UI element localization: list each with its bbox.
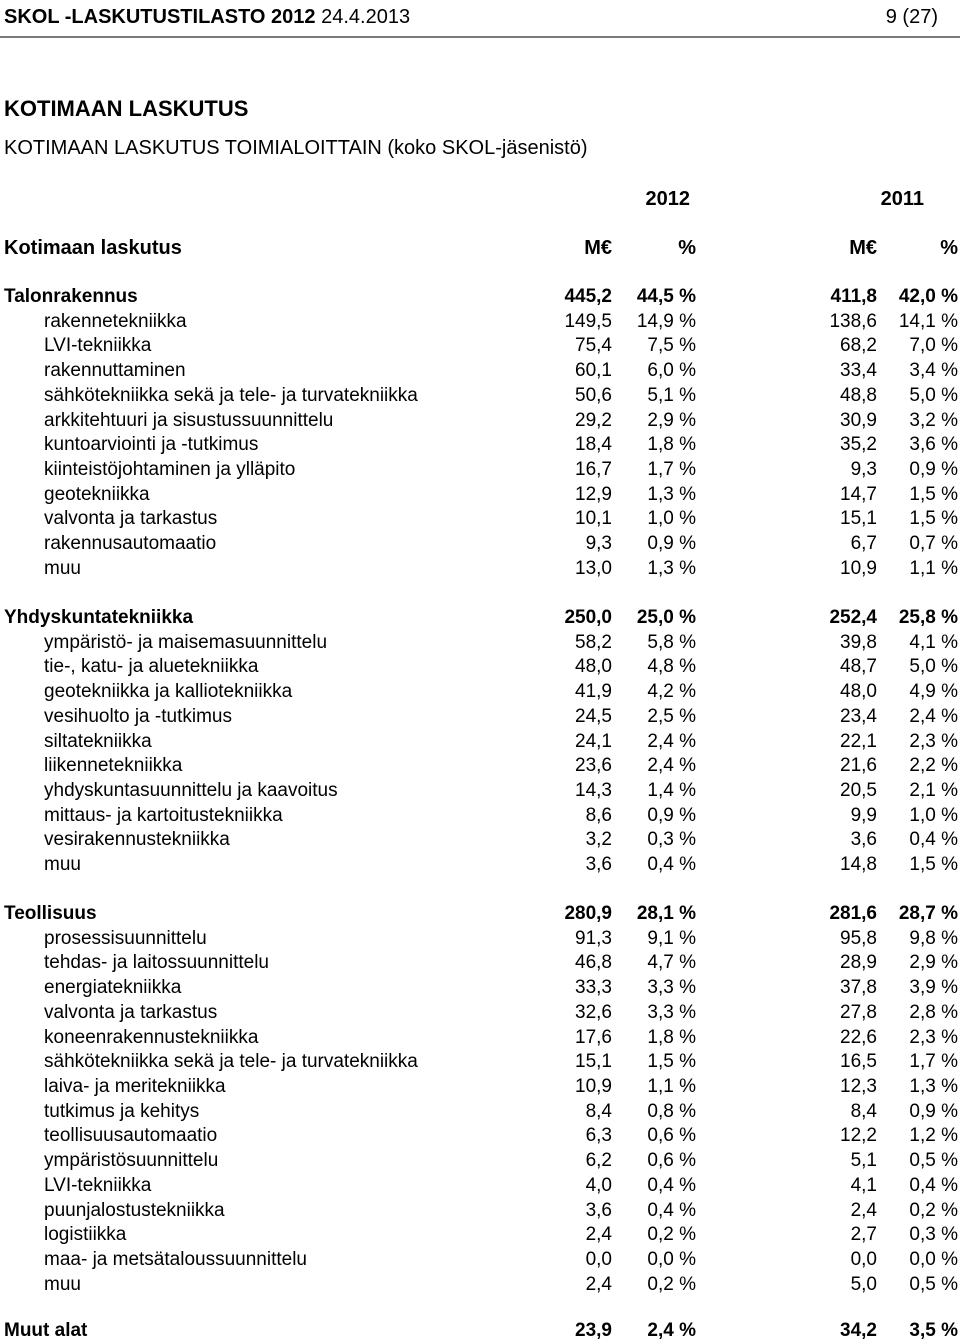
value-meur-2011: 12,2 bbox=[840, 1125, 877, 1147]
item-label: sähkötekniikka sekä ja tele- ja turvatekniikka bbox=[44, 384, 418, 406]
value-meur-2012: 18,4 bbox=[575, 434, 612, 456]
value-meur-2011: 281,6 bbox=[829, 903, 877, 924]
value-pct-2012: 3,3 % bbox=[647, 1001, 696, 1023]
value-pct-2012: 0,9 % bbox=[647, 533, 696, 555]
table-row bbox=[0, 803, 960, 828]
value-pct-2012: 1,1 % bbox=[647, 1076, 696, 1098]
value-pct-2012: 0,0 % bbox=[647, 1249, 696, 1271]
value-meur-2011: 68,2 bbox=[840, 335, 877, 357]
value-pct-2012: 0,8 % bbox=[647, 1100, 696, 1122]
value-pct-2012: 0,9 % bbox=[647, 804, 696, 826]
value-meur-2011: 2,7 bbox=[850, 1224, 877, 1246]
table-row bbox=[0, 1148, 960, 1173]
value-meur-2011: 12,3 bbox=[840, 1076, 877, 1098]
value-pct-2012: 1,7 % bbox=[647, 459, 696, 481]
value-meur-2011: 9,9 bbox=[850, 804, 877, 826]
value-meur-2012: 16,7 bbox=[575, 459, 612, 481]
table-row bbox=[0, 1272, 960, 1297]
value-pct-2012: 0,2 % bbox=[647, 1273, 696, 1295]
value-pct-2011: 5,0 % bbox=[909, 384, 958, 406]
item-label: teollisuusautomaatio bbox=[44, 1125, 218, 1147]
item-label: puunjalostustekniikka bbox=[44, 1199, 225, 1221]
item-label: maa- ja metsätaloussuunnittelu bbox=[44, 1249, 307, 1271]
table-row bbox=[0, 704, 960, 729]
item-label: LVI-tekniikka bbox=[44, 335, 152, 357]
value-pct-2011: 0,7 % bbox=[909, 533, 958, 555]
value-pct-2011: 1,5 % bbox=[909, 483, 958, 505]
item-label: kuntoarviointi ja -tutkimus bbox=[44, 434, 259, 456]
document-date: 24.4.2013 bbox=[321, 6, 411, 28]
value-meur-2011: 6,7 bbox=[850, 533, 877, 555]
value-pct-2012: 9,1 % bbox=[647, 927, 696, 949]
value-pct-2011: 0,4 % bbox=[909, 829, 958, 851]
value-pct-2011: 0,9 % bbox=[909, 1100, 958, 1122]
value-pct-2012: 1,8 % bbox=[647, 1026, 696, 1048]
value-meur-2012: 15,1 bbox=[575, 1051, 612, 1073]
value-meur-2011: 16,5 bbox=[840, 1051, 877, 1073]
item-label: tie-, katu- ja aluetekniikka bbox=[44, 656, 259, 678]
table-row bbox=[0, 852, 960, 877]
value-pct-2012: 0,4 % bbox=[647, 854, 696, 876]
table-row bbox=[0, 506, 960, 531]
value-meur-2012: 48,0 bbox=[575, 656, 612, 678]
section-total-row bbox=[0, 1318, 960, 1343]
value-pct-2012: 5,8 % bbox=[647, 631, 696, 653]
value-pct-2012: 0,3 % bbox=[647, 829, 696, 851]
value-pct-2011: 0,5 % bbox=[909, 1273, 958, 1295]
table-row bbox=[0, 729, 960, 754]
table-row bbox=[0, 753, 960, 778]
item-label: LVI-tekniikka bbox=[44, 1174, 152, 1196]
value-meur-2012: 24,1 bbox=[575, 730, 612, 752]
table-row bbox=[0, 358, 960, 383]
table-row bbox=[0, 827, 960, 852]
table-row bbox=[0, 482, 960, 507]
value-pct-2012: 25,0 % bbox=[636, 607, 696, 628]
table-row bbox=[0, 1198, 960, 1223]
table-row bbox=[0, 926, 960, 951]
value-meur-2011: 14,8 bbox=[840, 854, 877, 876]
item-label: arkkitehtuuri ja sisustussuunnittelu bbox=[44, 409, 334, 431]
value-pct-2012: 44,5 % bbox=[636, 286, 696, 307]
value-meur-2011: 27,8 bbox=[840, 1001, 877, 1023]
value-meur-2012: 12,9 bbox=[575, 483, 612, 505]
value-pct-2011: 1,1 % bbox=[909, 557, 958, 579]
value-meur-2012: 8,6 bbox=[585, 804, 612, 826]
value-meur-2011: 28,9 bbox=[840, 952, 877, 974]
value-pct-2011: 0,9 % bbox=[909, 459, 958, 481]
table-row bbox=[0, 309, 960, 334]
item-label: tehdas- ja laitossuunnittelu bbox=[44, 952, 269, 974]
table-row bbox=[0, 630, 960, 655]
value-meur-2011: 22,6 bbox=[840, 1026, 877, 1048]
value-pct-2012: 3,3 % bbox=[647, 977, 696, 999]
value-pct-2012: 2,5 % bbox=[647, 705, 696, 727]
value-pct-2012: 1,0 % bbox=[647, 508, 696, 530]
value-meur-2011: 39,8 bbox=[840, 631, 877, 653]
section-label: Yhdyskuntatekniikka bbox=[4, 607, 194, 628]
table-row bbox=[0, 1025, 960, 1050]
value-pct-2011: 2,4 % bbox=[909, 705, 958, 727]
column-header-pct-2012: % bbox=[678, 237, 696, 259]
value-meur-2011: 37,8 bbox=[840, 977, 877, 999]
value-meur-2012: 32,6 bbox=[575, 1001, 612, 1023]
value-meur-2012: 58,2 bbox=[575, 631, 612, 653]
value-pct-2011: 1,0 % bbox=[909, 804, 958, 826]
column-header-meur-2011: M€ bbox=[849, 237, 877, 259]
value-pct-2011: 9,8 % bbox=[909, 927, 958, 949]
value-meur-2011: 252,4 bbox=[829, 607, 877, 628]
table-row bbox=[0, 1099, 960, 1124]
value-pct-2011: 2,1 % bbox=[909, 780, 958, 802]
value-pct-2011: 3,4 % bbox=[909, 360, 958, 382]
table-row bbox=[0, 1222, 960, 1247]
value-pct-2011: 2,8 % bbox=[909, 1001, 958, 1023]
value-pct-2011: 3,2 % bbox=[909, 409, 958, 431]
value-pct-2011: 28,7 % bbox=[898, 903, 958, 924]
item-label: geotekniikka bbox=[44, 483, 150, 505]
value-meur-2012: 149,5 bbox=[564, 310, 612, 332]
value-meur-2012: 29,2 bbox=[575, 409, 612, 431]
value-pct-2012: 2,4 % bbox=[647, 1320, 696, 1341]
table-row bbox=[0, 383, 960, 408]
item-label: logistiikka bbox=[44, 1224, 127, 1246]
value-meur-2011: 34,2 bbox=[840, 1320, 877, 1341]
value-meur-2011: 4,1 bbox=[850, 1174, 877, 1196]
value-meur-2011: 33,4 bbox=[840, 360, 877, 382]
value-pct-2011: 3,6 % bbox=[909, 434, 958, 456]
table-row bbox=[0, 654, 960, 679]
value-meur-2011: 10,9 bbox=[840, 557, 877, 579]
value-meur-2011: 411,8 bbox=[830, 286, 877, 307]
value-meur-2012: 23,6 bbox=[575, 755, 612, 777]
item-label: geotekniikka ja kalliotekniikka bbox=[44, 681, 293, 703]
value-pct-2011: 14,1 % bbox=[898, 310, 958, 332]
value-meur-2011: 21,6 bbox=[840, 755, 877, 777]
item-label: muu bbox=[44, 1273, 81, 1295]
table-row bbox=[0, 1247, 960, 1272]
value-pct-2012: 6,0 % bbox=[647, 360, 696, 382]
value-pct-2012: 1,3 % bbox=[647, 557, 696, 579]
value-meur-2012: 46,8 bbox=[575, 952, 612, 974]
value-pct-2011: 2,2 % bbox=[909, 755, 958, 777]
value-pct-2011: 3,9 % bbox=[909, 977, 958, 999]
item-label: vesirakennustekniikka bbox=[44, 829, 230, 851]
column-header-pct-2011: % bbox=[940, 237, 958, 259]
value-meur-2012: 0,0 bbox=[585, 1249, 612, 1271]
item-label: mittaus- ja kartoitustekniikka bbox=[44, 804, 283, 826]
value-meur-2011: 5,1 bbox=[850, 1150, 877, 1172]
year-2012-heading: 2012 bbox=[645, 188, 690, 210]
value-pct-2012: 14,9 % bbox=[636, 310, 696, 332]
value-meur-2011: 9,3 bbox=[850, 459, 877, 481]
value-pct-2012: 1,5 % bbox=[647, 1051, 696, 1073]
table-row bbox=[0, 408, 960, 433]
item-label: koneenrakennustekniikka bbox=[44, 1026, 259, 1048]
column-header-meur-2012: M€ bbox=[584, 237, 612, 259]
table-row bbox=[0, 1173, 960, 1198]
value-pct-2011: 0,2 % bbox=[909, 1199, 958, 1221]
value-pct-2012: 1,8 % bbox=[647, 434, 696, 456]
value-meur-2011: 48,7 bbox=[840, 656, 877, 678]
value-pct-2012: 4,8 % bbox=[647, 656, 696, 678]
value-pct-2012: 1,3 % bbox=[647, 483, 696, 505]
value-meur-2011: 138,6 bbox=[829, 310, 877, 332]
item-label: muu bbox=[44, 557, 81, 579]
value-pct-2012: 0,4 % bbox=[647, 1174, 696, 1196]
value-meur-2011: 22,1 bbox=[840, 730, 877, 752]
table-row bbox=[0, 457, 960, 482]
value-meur-2012: 4,0 bbox=[585, 1174, 612, 1196]
value-meur-2012: 10,9 bbox=[575, 1076, 612, 1098]
value-pct-2012: 0,6 % bbox=[647, 1150, 696, 1172]
value-meur-2011: 48,0 bbox=[840, 681, 877, 703]
item-label: ympäristösuunnittelu bbox=[44, 1150, 219, 1172]
value-meur-2012: 8,4 bbox=[585, 1100, 612, 1122]
item-label: prosessisuunnittelu bbox=[44, 927, 207, 949]
value-meur-2011: 0,0 bbox=[850, 1249, 877, 1271]
value-pct-2012: 0,6 % bbox=[647, 1125, 696, 1147]
value-meur-2012: 250,0 bbox=[564, 607, 612, 628]
value-meur-2012: 9,3 bbox=[585, 533, 612, 555]
item-label: vesihuolto ja -tutkimus bbox=[44, 705, 232, 727]
value-pct-2012: 2,4 % bbox=[647, 730, 696, 752]
value-pct-2011: 4,9 % bbox=[909, 681, 958, 703]
value-pct-2011: 1,3 % bbox=[909, 1076, 958, 1098]
item-label: tutkimus ja kehitys bbox=[44, 1100, 200, 1122]
item-label: ympäristö- ja maisemasuunnittelu bbox=[44, 631, 328, 653]
table-row bbox=[0, 1000, 960, 1025]
value-pct-2012: 4,7 % bbox=[647, 952, 696, 974]
value-meur-2012: 13,0 bbox=[575, 557, 612, 579]
item-label: rakennetekniikka bbox=[44, 310, 187, 332]
table-row bbox=[0, 1123, 960, 1148]
value-meur-2012: 50,6 bbox=[575, 384, 612, 406]
value-meur-2011: 15,1 bbox=[840, 508, 877, 530]
value-pct-2011: 2,3 % bbox=[909, 730, 958, 752]
section-label: Muut alat bbox=[4, 1320, 88, 1341]
value-meur-2012: 6,2 bbox=[585, 1150, 612, 1172]
value-meur-2011: 30,9 bbox=[840, 409, 877, 431]
value-pct-2011: 3,5 % bbox=[909, 1320, 958, 1341]
value-pct-2011: 5,0 % bbox=[909, 656, 958, 678]
value-meur-2012: 41,9 bbox=[575, 681, 612, 703]
value-pct-2012: 4,2 % bbox=[647, 681, 696, 703]
item-label: siltatekniikka bbox=[44, 730, 152, 752]
value-meur-2012: 75,4 bbox=[575, 335, 612, 357]
item-label: valvonta ja tarkastus bbox=[44, 508, 218, 530]
item-label: yhdyskuntasuunnittelu ja kaavoitus bbox=[44, 780, 338, 802]
value-meur-2011: 95,8 bbox=[840, 927, 877, 949]
value-meur-2012: 24,5 bbox=[575, 705, 612, 727]
value-pct-2011: 1,5 % bbox=[909, 854, 958, 876]
value-meur-2012: 33,3 bbox=[575, 977, 612, 999]
value-meur-2011: 23,4 bbox=[840, 705, 877, 727]
value-meur-2012: 2,4 bbox=[585, 1224, 612, 1246]
value-pct-2011: 0,4 % bbox=[909, 1174, 958, 1196]
year-2011-heading: 2011 bbox=[880, 188, 924, 210]
value-meur-2011: 5,0 bbox=[850, 1273, 877, 1295]
table-row bbox=[0, 778, 960, 803]
table-row bbox=[0, 950, 960, 975]
value-pct-2011: 2,3 % bbox=[909, 1026, 958, 1048]
value-pct-2012: 5,1 % bbox=[647, 384, 696, 406]
value-pct-2012: 0,4 % bbox=[647, 1199, 696, 1221]
value-pct-2011: 4,1 % bbox=[909, 631, 958, 653]
table-row bbox=[0, 1074, 960, 1099]
item-label: muu bbox=[44, 854, 81, 876]
value-meur-2011: 2,4 bbox=[850, 1199, 877, 1221]
item-label: rakennusautomaatio bbox=[44, 533, 217, 555]
value-meur-2012: 3,6 bbox=[585, 1199, 612, 1221]
value-pct-2012: 0,2 % bbox=[647, 1224, 696, 1246]
value-meur-2011: 48,8 bbox=[840, 384, 877, 406]
value-meur-2012: 10,1 bbox=[575, 508, 612, 530]
table-row bbox=[0, 531, 960, 556]
value-pct-2011: 1,2 % bbox=[909, 1125, 958, 1147]
value-pct-2012: 2,4 % bbox=[647, 755, 696, 777]
item-label: rakennuttaminen bbox=[44, 360, 186, 382]
document-title: SKOL -LASKUTUSTILASTO 2012 bbox=[4, 6, 316, 28]
value-meur-2012: 6,3 bbox=[585, 1125, 612, 1147]
value-meur-2012: 445,2 bbox=[564, 286, 612, 307]
table-row bbox=[0, 1049, 960, 1074]
page-number: 9 (27) bbox=[885, 6, 938, 28]
value-pct-2011: 42,0 % bbox=[898, 286, 958, 307]
value-pct-2011: 0,0 % bbox=[909, 1249, 958, 1271]
value-meur-2011: 14,7 bbox=[840, 483, 877, 505]
value-pct-2011: 0,5 % bbox=[909, 1150, 958, 1172]
value-meur-2012: 14,3 bbox=[575, 780, 612, 802]
value-meur-2012: 2,4 bbox=[585, 1273, 612, 1295]
value-meur-2011: 35,2 bbox=[840, 434, 877, 456]
section-label: Teollisuus bbox=[4, 903, 97, 924]
section-total-row bbox=[0, 901, 960, 926]
value-meur-2012: 17,6 bbox=[575, 1026, 612, 1048]
value-pct-2011: 1,7 % bbox=[909, 1051, 958, 1073]
item-label: liikennetekniikka bbox=[44, 755, 183, 777]
item-label: kiinteistöjohtaminen ja ylläpito bbox=[44, 459, 296, 481]
value-pct-2011: 1,5 % bbox=[909, 508, 958, 530]
section-total-row bbox=[0, 284, 960, 309]
table-row bbox=[0, 679, 960, 704]
value-pct-2012: 1,4 % bbox=[647, 780, 696, 802]
item-label: valvonta ja tarkastus bbox=[44, 1001, 218, 1023]
value-meur-2011: 20,5 bbox=[840, 780, 877, 802]
value-pct-2012: 2,9 % bbox=[647, 409, 696, 431]
value-meur-2012: 3,2 bbox=[585, 829, 612, 851]
table-row bbox=[0, 975, 960, 1000]
value-pct-2012: 28,1 % bbox=[636, 903, 696, 924]
column-header-label: Kotimaan laskutus bbox=[4, 237, 182, 259]
item-label: energiatekniikka bbox=[44, 977, 182, 999]
section-total-row bbox=[0, 605, 960, 630]
value-meur-2012: 23,9 bbox=[575, 1320, 612, 1341]
page-title: KOTIMAAN LASKUTUS bbox=[4, 96, 249, 121]
item-label: sähkötekniikka sekä ja tele- ja turvatekniikka bbox=[44, 1051, 418, 1073]
value-meur-2012: 3,6 bbox=[585, 854, 612, 876]
value-pct-2012: 7,5 % bbox=[647, 335, 696, 357]
section-label: Talonrakennus bbox=[4, 286, 138, 307]
table-row bbox=[0, 556, 960, 581]
value-meur-2012: 91,3 bbox=[575, 927, 612, 949]
value-meur-2011: 3,6 bbox=[850, 829, 877, 851]
value-pct-2011: 0,3 % bbox=[909, 1224, 958, 1246]
value-pct-2011: 25,8 % bbox=[898, 607, 958, 628]
table-row bbox=[0, 333, 960, 358]
value-meur-2012: 60,1 bbox=[575, 360, 612, 382]
value-pct-2011: 7,0 % bbox=[909, 335, 958, 357]
item-label: laiva- ja meritekniikka bbox=[44, 1076, 226, 1098]
page-subtitle: KOTIMAAN LASKUTUS TOIMIALOITTAIN (koko SKOL-jäsenistö) bbox=[4, 137, 588, 159]
value-meur-2011: 8,4 bbox=[850, 1100, 877, 1122]
value-pct-2011: 2,9 % bbox=[909, 952, 958, 974]
table-row bbox=[0, 432, 960, 457]
value-meur-2012: 280,9 bbox=[564, 903, 612, 924]
